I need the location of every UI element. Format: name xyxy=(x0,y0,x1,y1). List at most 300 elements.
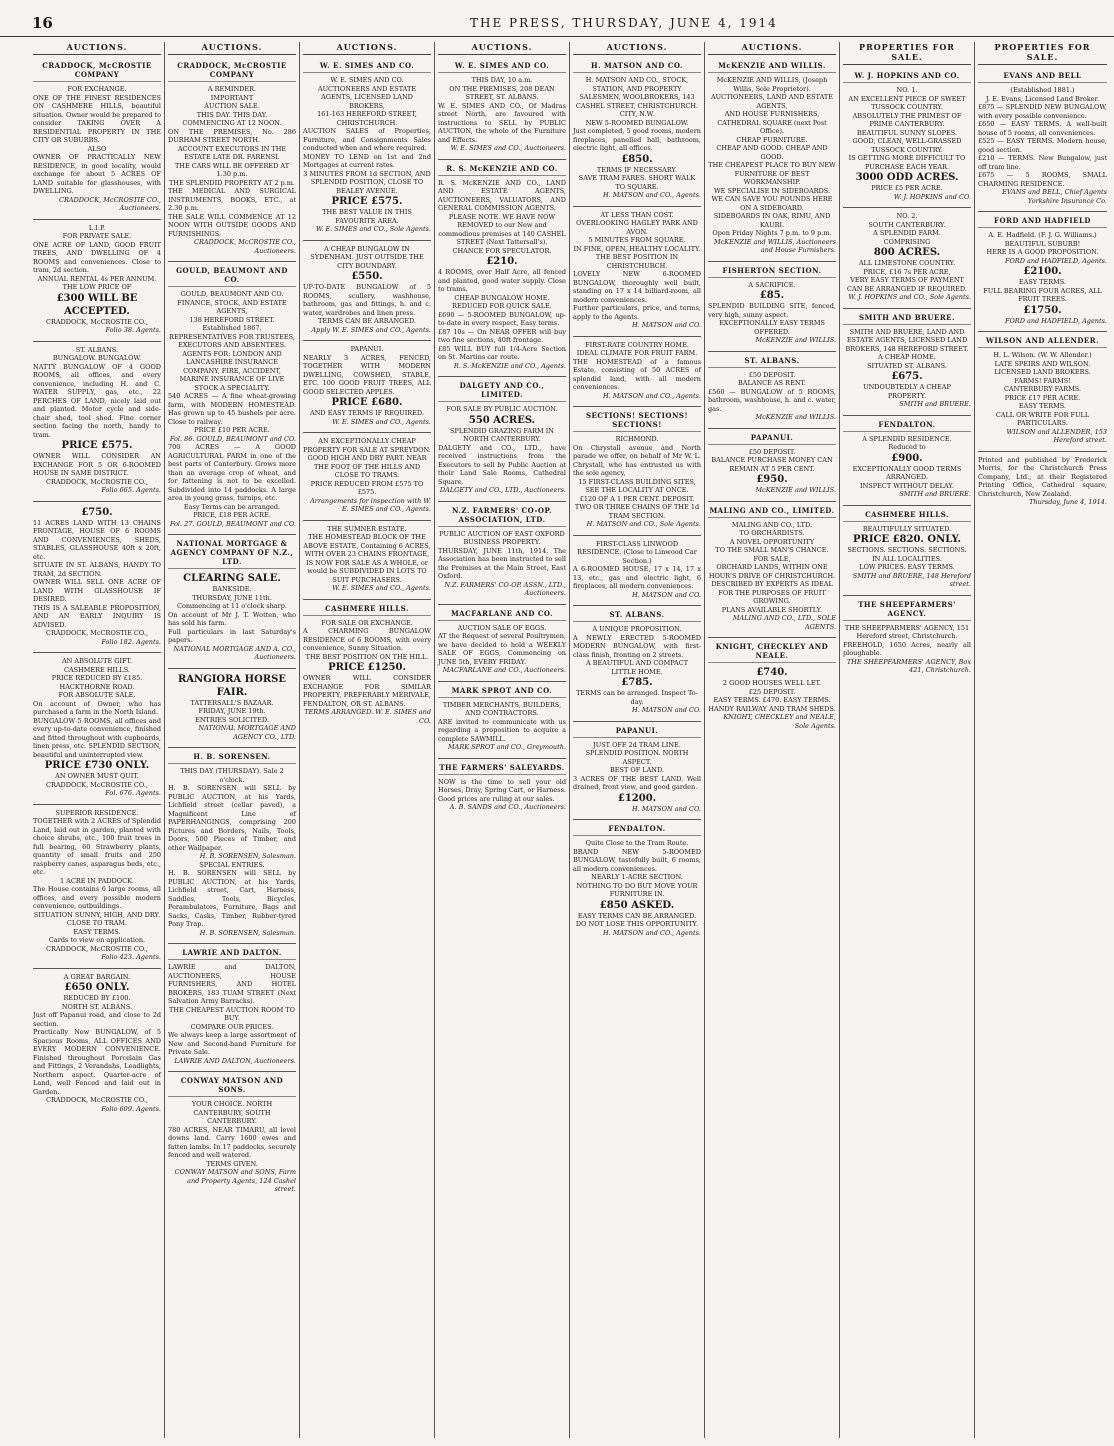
ad-text-line: Established 1867. xyxy=(202,324,262,332)
ad-text-line: £1200. xyxy=(617,792,657,804)
ad-text-line: N.Z. FARMERS' CO-OP. ASSN., LTD., Auctioneers. xyxy=(444,580,566,597)
ad-text-line: AND EASY TERMS IF REQUIRED. xyxy=(310,409,424,417)
advertisement xyxy=(303,433,431,521)
ad-text-line: THE SPLENDID PROPERTY AT 2 p.m. xyxy=(168,178,296,187)
ad-text-line: AN ABSOLUTE GIFT. xyxy=(61,657,132,665)
ad-text-line: 161-163 HEREFORD STREET, xyxy=(317,110,417,118)
advertisement xyxy=(438,759,566,818)
ad-text-line: THIS DAY. THIS DAY. xyxy=(196,110,268,119)
ad-text-line: DALGETY and CO., LTD., Auctioneers. xyxy=(439,486,566,494)
ad-text-line: THE BEST POSITION IN CHRISTCHURCH. xyxy=(595,253,679,270)
ad-text-line: On account of Mr J. T. Wotten, who has sold his farm. xyxy=(168,610,296,627)
ad-text-line: BEAUTIFUL SUBURB! xyxy=(1004,239,1081,248)
ad-text-line: CRADDOCK, McCROSTIE CO., Auctioneers. xyxy=(194,238,296,255)
ad-text-line: AUCTION SALE OF EGGS. xyxy=(457,623,547,632)
ad-text-line: £785. xyxy=(621,677,653,688)
advertisement xyxy=(708,638,836,736)
ad-text-line: McKENZIE and WILLIS. xyxy=(755,413,836,421)
ad-text-line: PLANS AVAILABLE SHORTLY. xyxy=(721,605,823,614)
advertisement xyxy=(33,805,161,969)
ad-text-line: Further particulars, price, and terms, apply to the Agents. xyxy=(573,304,701,321)
advertisement xyxy=(843,67,971,208)
ad-text-line: PRICE, £16 7s PER ACRE, xyxy=(863,267,951,276)
ad-text-line: CONWAY MATSON and SONS, Farm and Property Agents, 124 Cashel street. xyxy=(174,1168,296,1193)
advertiser-name: KNIGHT, CHECKLEY AND NEALE. xyxy=(708,642,836,663)
column xyxy=(705,42,840,1438)
ad-text-line: The House contains 6 large rooms, all offices, and every possible modern convenience, outbuildings. xyxy=(33,885,161,910)
ad-text-line: £85 WILL BUY full 1/4-Acre Section on St. Martins car route. xyxy=(438,344,566,361)
ad-text-line: COMPRISING xyxy=(883,237,931,246)
ad-text-line: W. E. SIMES and CO., Agents. xyxy=(332,417,431,426)
advertiser-name: MACFARLANE AND CO. xyxy=(438,609,566,621)
ad-text-line: McKENZIE and WILLIS. xyxy=(755,336,836,344)
ad-text-line: NEARLY 3 ACRES, FENCED, TOGETHER WITH MODERN DWELLING, COWSHED, STABLE, ETC. 100 GOOD FRUIT TREES, ALL GOOD SELECTED APPLES. xyxy=(303,353,431,396)
ad-text-line: RICHMOND. xyxy=(615,435,659,443)
ad-text-line: SMITH and BRUERE, 148 Hereford street. xyxy=(852,571,971,588)
ad-text-line: WILSON and ALLENDER, 153 Hereford street. xyxy=(1006,427,1107,444)
advertiser-name: ST. ALBANS. xyxy=(573,610,701,622)
ad-text-line: IMPORTANT xyxy=(210,93,254,102)
column xyxy=(570,42,705,1438)
ad-text-line: SITUATE IN ST. ALBANS, HANDY TO TRAM, 2d SECTION. xyxy=(33,561,161,578)
ad-text-line: 15 FIRST-CLASS BUILDING SITES, xyxy=(578,477,696,486)
ad-text-line: IDEAL CLIMATE FOR FRUIT FARM. xyxy=(576,349,698,357)
ad-text-line: R. S. McKENZIE and CO., Agents. xyxy=(453,361,566,370)
ad-text-line: A CHEAP HOME. xyxy=(878,353,936,361)
ad-text-line: CANTERBURY FARMS. xyxy=(1003,385,1082,393)
ad-text-line: IS GETTING MORE DIFFICULT TO PURCHASE EACH YEAR. xyxy=(848,154,966,171)
ad-text-line: UNDOUBTEDLY A CHEAP PROPERTY. xyxy=(863,383,951,400)
advertisement xyxy=(978,212,1107,332)
ad-text-line: BALANCE AS RENT. xyxy=(738,379,806,387)
ad-text-line: BUNGALOW. BUNGALOW. xyxy=(52,354,142,362)
ad-text-line: McKENZIE AND WILLIS, (Joseph Willis, Sole Proprietor). xyxy=(716,76,828,93)
ad-text-line: TERMS GIVEN. xyxy=(206,1159,258,1168)
ad-text-line: PLEASE NOTE. WE HAVE NOW REMOVED to our New and commodious premises at 140 CASHEL STREET (Next Tattersall's). xyxy=(438,212,566,246)
ad-text-line: Apply W. E. SIMES and CO., Agents. xyxy=(311,325,431,334)
ad-text-line: FOR PRIVATE SALE. xyxy=(62,232,132,240)
ad-text-line: EASY TERMS CAN BE ARRANGED. xyxy=(577,911,697,920)
ad-text-line: A 6-ROOMED HOUSE, 17 x 14, 17 x 13, etc., gas and electric light, 6 fireplaces, all modern conveniences. xyxy=(573,565,701,590)
ad-text-line: DO NOT LOSE THIS OPPORTUNITY. xyxy=(575,920,699,928)
ad-text-line: PRICE, £18 PER ACRE. xyxy=(193,511,271,519)
ad-text-line: H. MATSON and CO. xyxy=(632,706,701,714)
ad-text-line: Easy Terms can be arranged. xyxy=(183,502,281,511)
ad-text-line: CRADDOCK, McCROSTIE CO., xyxy=(46,1096,148,1104)
ad-text-line: H. MATSON and CO. xyxy=(632,321,701,329)
advertiser-name: W. E. SIMES AND CO. xyxy=(303,61,431,73)
ad-text-line: A REMINDER. xyxy=(207,85,257,93)
ad-text-line: 138 HEREFORD STREET. xyxy=(189,315,275,324)
advertiser-name: WILSON AND ALLENDER. xyxy=(978,336,1107,348)
ad-text-line: INSPECT WITHOUT DELAY. xyxy=(860,481,954,490)
advertisement xyxy=(573,536,701,607)
ad-text-line: FOR ABSOLUTE SALE. xyxy=(58,691,136,699)
ad-text-line: NATIONAL MORTGAGE AND AGENCY CO., LTD. xyxy=(198,724,296,741)
ad-text-line: THE SHEEPFARMERS' AGENCY, Box 421, Christchurch. xyxy=(846,657,971,674)
ad-text-line: 800 ACRES. xyxy=(873,247,941,258)
advertiser-name: FENDALTON. xyxy=(843,420,971,432)
ad-text-line: £210. xyxy=(486,256,518,267)
ad-text-line: REDUCED BY £100. xyxy=(63,994,131,1002)
ad-text-line: A CHARMING BUNGALOW RESIDENCE of 6 ROOMS, with every convenience, Sunny Situation. xyxy=(303,627,431,652)
advertiser-name: DALGETY AND CO., LIMITED. xyxy=(438,381,566,402)
advertisement-columns xyxy=(30,42,1114,1438)
ad-text-line: MONEY TO LEND on 1st and 2nd Mortgages at current rates. xyxy=(303,152,431,169)
ad-text-line: LATE SPEIRS AND WILSON. xyxy=(994,359,1091,368)
ad-text-line: £550. xyxy=(351,271,383,282)
ad-text-line: £525 — EASY TERMS. Modern house, good section. xyxy=(978,137,1107,154)
ad-text-line: SEE THE LOCALITY AT ONCE. xyxy=(585,486,689,494)
ad-text-line: ORCHARD LANDS, WITHIN ONE HOUR'S DRIVE OF CHRISTCHURCH. xyxy=(708,563,836,580)
advertiser-name: H. B. SORENSEN. xyxy=(168,752,296,764)
ad-text-line: CALL OR WRITE FOR FULL PARTICULARS. xyxy=(995,410,1090,427)
ad-text-line: A. B. SANDS and CO., Auctioneers. xyxy=(449,803,566,811)
ad-text-line: MALING AND CO., LTD., SOLE AGENTS. xyxy=(732,614,836,631)
advertisement xyxy=(438,160,566,378)
ad-text-line: H. MATSON and CO. xyxy=(632,590,701,599)
ad-text-line: Just off Papanui road, and close to 2d section. xyxy=(33,1011,161,1028)
ad-text-line: GOOD HIGH AND DRY PART. NEAR THE FOOT OF THE HILLS AND CLOSE TO TRAMS. xyxy=(307,454,427,479)
ad-text-line: L.I.P. xyxy=(88,223,106,232)
ad-text-line: PRICE £17 PER ACRE. xyxy=(1004,393,1081,402)
ad-text-line: H. B. SORENSEN will SELL by PUBLIC AUCTION, at his Yards, Lichfield street, Cart, Harness, Saddles, Tools, Bicycles, Perambulators, Furniture, Bags and Sacks, Casks, Timber, Rubber-tyred Pony Trap. xyxy=(168,869,296,928)
advertisement xyxy=(168,1072,296,1200)
ad-text-line: H. MATSON and CO., Agents. xyxy=(603,391,701,400)
ad-text-line: WE CAN SAVE YOU POUNDS HERE ON A SIDEBOARD. xyxy=(711,195,833,212)
ad-text-line: FULL BEARING FOUR ACRES, ALL FRUIT TREES. xyxy=(983,286,1102,303)
advertisement xyxy=(438,682,566,759)
ad-text-line: ON THE PREMISES, 208 DEAN STREET, ST. ALBANS. xyxy=(449,84,555,101)
ad-text-line: A. E. Hadfield. (F. J. G. Williams.) xyxy=(988,231,1097,239)
ad-text-line: ARE invited to communicate with us regarding a proposition to acquire a complete SAWMILL. xyxy=(438,717,566,743)
ad-text-line: H. B. SORENSEN, Salesman. xyxy=(199,852,296,860)
advertisement xyxy=(33,969,161,1120)
ad-text-line: ALL LIMESTONE COUNTRY. xyxy=(858,259,956,267)
ad-text-line: TOGETHER with 2 ACRES of Splendid Land, laid out in garden, planted with choice shrubs, etc., 100 fruit trees in full bearing, 60 Strawberry plants, quantity of small fruits and 250 raspberry canes, asparagus beds, etc., etc. xyxy=(33,817,161,876)
ad-text-line: THIS DAY, 10 a.m. xyxy=(471,76,533,84)
ad-text-line: PRICE £820. ONLY. xyxy=(853,534,961,545)
masthead xyxy=(0,14,1114,37)
ad-text-line: SOUTH CANTERBURY. xyxy=(868,220,946,229)
ad-text-line: SPLENDID GRAZING FARM IN NORTH CANTERBURY. xyxy=(450,426,554,443)
ad-text-line: 540 ACRES — A fine wheat-growing farm, with MODERN HOMESTEAD. Has grown up to 45 bushels per acre. Close to railway. xyxy=(168,392,296,426)
column-heading: AUCTIONS. xyxy=(168,42,296,55)
ad-text-line: LICENSED LAND BROKERS. xyxy=(994,368,1091,376)
ad-text-line: PRICE REDUCED FROM £575 TO £575. xyxy=(310,479,424,496)
ad-text-line: PRICE £575. xyxy=(61,440,133,451)
ad-text-line: Full particulars in last Saturday's papers. xyxy=(168,627,296,644)
ad-text-line: TERMS IF NECESSARY. xyxy=(596,165,678,174)
ad-text-line: SIDEBOARDS IN OAK, RIMU, AND KAURI. xyxy=(713,212,831,229)
ad-text-line: We always keep a large assortment of New and Second-hand Furniture for Private Sale. xyxy=(168,1031,296,1056)
ad-text-line: SITUATION SUNNY, HIGH, AND DRY. xyxy=(33,910,161,919)
ad-text-line: A SPLENDID FARM. xyxy=(873,229,941,237)
advertiser-name: FISHERTON SECTION. xyxy=(708,266,836,278)
ad-text-line: £1750. xyxy=(1023,304,1062,316)
ad-text-line: THE CHEAPEST AUCTION ROOM TO BUY. xyxy=(169,1005,295,1022)
ad-text-line: THIS DAY (THURSDAY). Sale 2 o'clock. xyxy=(180,767,284,784)
advertiser-name: R. S. McKENZIE AND CO. xyxy=(438,164,566,176)
advertisement xyxy=(168,535,296,669)
ad-text-line: OWNER WILL CONSIDER AN EXCHANGE FOR 5 OR 6-ROOMED HOUSE IN SAME DISTRICT. xyxy=(33,452,161,477)
advertisement xyxy=(573,57,701,207)
ad-text-line: AN EXCELLENT PIECE OF SWEET TUSSOCK COUNTRY. xyxy=(848,94,966,111)
advertiser-name: ST. ALBANS. xyxy=(708,356,836,368)
ad-text-line: HANDY RAILWAY AND TRAM SHEDS. xyxy=(708,704,836,713)
ad-text-line: £675. xyxy=(891,371,923,382)
ad-text-line: MACFARLANE and CO., Auctioneers. xyxy=(442,666,566,674)
ad-text-line: Arrangements for inspection with W. E. SIMES and CO., Agents. xyxy=(310,496,431,513)
advertiser-name: N.Z. FARMERS' CO-OP. ASSOCIATION, LTD. xyxy=(438,506,566,527)
ad-text-line: THE HOMESTEAD of a famous Estate, consisting of 50 ACRES of splendid land, with all modern conveniences. xyxy=(573,357,701,391)
ad-text-line: Fol. 27. GOULD, BEAUMONT and CO. xyxy=(169,519,296,528)
ad-text-line: £300 WILL BE ACCEPTED. xyxy=(56,292,138,317)
ad-text-line: £50 DEPOSIT. xyxy=(748,370,796,379)
ad-text-line: PAPANUI. xyxy=(350,345,384,353)
ad-text-line: THE CHEAPEST PLACE TO BUY NEW FURNITURE OF BEST WORKMANSHIP. xyxy=(708,161,836,186)
ad-text-line: ONE ACRE OF LAND, GOOD FRUIT TREES, AND DWELLING OF 4 ROOMS and conveniences. Close to tram, 2d section. xyxy=(33,240,161,274)
ad-text-line: BALANCE PURCHASE MONEY CAN REMAIN AT 5 PER CENT. xyxy=(711,456,833,473)
ad-text-line: W. J. HOPKINS and CO., Sole Agents. xyxy=(848,293,971,301)
ad-text-line: OVERLOOKING HAGLEY PARK AND AVON. xyxy=(576,219,698,236)
ad-text-line: IN FINE, OPEN, HEALTHY LOCALITY. xyxy=(573,244,701,253)
ad-text-line: ST. ALBANS. xyxy=(75,345,119,354)
ad-text-line: CITY, N.W. xyxy=(619,110,655,118)
ad-text-line: Commencing at 11 o'clock sharp. xyxy=(177,602,287,610)
ad-text-line: REPRESENTATIVES FOR TRUSTEES, EXECUTORS AND ABSENTEES. xyxy=(169,332,295,349)
ad-text-line: EASY TERMS. £470. EASY TERMS. xyxy=(713,696,831,704)
ad-text-line: W. E. SIMES and CO., Auctioneers. xyxy=(450,144,566,152)
ad-text-line: THE MEDICAL AND SURGICAL INSTRUMENTS, BOOKS, ETC., at 2.30 p.m. xyxy=(168,187,296,212)
ad-text-line: A CHEAP BUNGALOW IN SYDENHAM. JUST OUTSIDE THE CITY BOUNDARY. xyxy=(310,244,424,270)
advertisement xyxy=(438,57,566,160)
advertiser-name: SECTIONS! SECTIONS! SECTIONS! xyxy=(573,411,701,432)
ad-text-line: ABSOLUTELY THE PRIMEST OF PRIME CANTERBURY. xyxy=(852,111,962,128)
ad-text-line: NATIONAL MORTGAGE AND A. CO., Auctioneers. xyxy=(173,644,296,661)
ad-text-line: PRICE £5 PER ACRE. xyxy=(871,184,943,192)
advertisement xyxy=(708,429,836,502)
ad-text-line: EXCEPTIONALLY GOOD TERMS ARRANGED. xyxy=(852,464,962,481)
advertiser-name: CRADDOCK, McCROSTIE COMPANY xyxy=(168,61,296,82)
ad-text-line: AUCTIONEERS AND ESTATE AGENTS, LICENSED LAND BROKERS, xyxy=(317,84,417,110)
ad-text-line: 11 ACRES LAND WITH 13 CHAINS FRONTAGE, HOUSE OF 6 ROOMS AND CONVENIENCES, SHEDS, STABLES, GLASSHOUSE 40ft x 20ft, etc. xyxy=(33,518,161,561)
advertiser-name: McKENZIE AND WILLIS. xyxy=(708,61,836,73)
ad-text-line: A GREAT BARGAIN. xyxy=(63,972,131,981)
advertisement xyxy=(573,207,701,337)
column xyxy=(300,42,435,1438)
advertisement xyxy=(708,262,836,352)
advertiser-name: W. E. SIMES AND CO. xyxy=(438,61,566,73)
ad-text-line: TO THE SMALL MAN'S CHANCE. xyxy=(715,546,829,554)
ad-text-line: THE BEST POSITION ON THE HILL. xyxy=(305,652,429,661)
ad-text-line: TERMS ARRANGED. W. E. SIMES and CO. xyxy=(304,708,431,725)
advertiser-name: FORD AND HADFIELD xyxy=(978,216,1107,228)
ad-text-line: EXCEPTIONALLY EASY TERMS OFFERED. xyxy=(719,319,825,336)
advertiser-name: MALING AND CO., LIMITED. xyxy=(708,506,836,518)
ad-text-line: H. MATSON AND CO., STOCK, STATION, AND PROPERTY SALESMEN, WOOLBROKERS, 143 CASHEL STREET, CHRISTCHURCH. xyxy=(575,76,699,110)
ad-text-line: DALGETY and CO., LTD., have received instructions from the Executors to sell by Public Auction at their Land Sale Rooms, Cathedral Square. xyxy=(438,443,566,486)
ad-text-line: W. E. SIMES and CO., Agents. xyxy=(332,584,431,592)
ad-text-line: Folio 182. Agents. xyxy=(101,637,161,646)
ad-text-line: DESCRIBED BY EXPERTS AS IDEAL FOR THE PURPOSES OF FRUIT GROWING. xyxy=(711,580,833,605)
ad-text-line: TO ORCHARDISTS. xyxy=(739,529,805,537)
ad-text-line: (Established 1881.) xyxy=(1010,86,1075,94)
advertisement xyxy=(708,57,836,262)
newspaper-title: THE PRESS, THURSDAY, JUNE 4, 1914 xyxy=(470,16,778,30)
advertisement xyxy=(573,407,701,536)
ad-text-line: £750. xyxy=(81,506,113,518)
ad-text-line: MARK SPROT and CO., Greymouth. xyxy=(448,743,566,751)
ad-text-line: J. E. Evans, Licensed Land Broker. xyxy=(985,94,1100,103)
ad-text-line: £25 DEPOSIT. xyxy=(748,687,796,696)
ad-text-line: THE SUMNER ESTATE. xyxy=(327,524,407,533)
ad-text-line: Reduced to xyxy=(888,443,926,451)
ad-text-line: BRAND NEW 5-ROOMED BUNGALOW, tastefully built, 6 rooms, all modern conveniences. xyxy=(573,847,701,873)
ad-text-line: W. E. SIMES and CO., Sole Agents. xyxy=(315,225,431,233)
ad-text-line: IS NOW FOR SALE AS A WHOLE, or would be SUBDIVIDED IN LOTS TO SUIT PURCHASERS. xyxy=(306,558,428,584)
ad-text-line: GOULD, BEAUMONT AND CO. xyxy=(180,290,284,298)
advertisement xyxy=(843,506,971,596)
ad-text-line: CHRISTCHURCH. xyxy=(336,118,398,127)
ad-text-line: NATTY BUNGALOW OF 4 GOOD ROOMS, all offices, and every convenience, including H. and C. WATER SUPPLY, gas, etc., 22 PERCHES OF LAND, nicely laid out and planted. Motor cycle and side-chair shed, tool shed. Fine corner section facing the north, handy to tram. xyxy=(33,362,161,439)
advertiser-name: CASHMERE HILLS. xyxy=(843,510,971,522)
advertiser-name: THE FARMERS' SALEYARDS. xyxy=(438,763,566,775)
advertisement xyxy=(978,452,1107,513)
ad-text-line: FARMS! FARMS! xyxy=(1014,376,1071,385)
ad-text-line: H. MATSON and CO. xyxy=(632,804,701,813)
advertisement xyxy=(303,600,431,732)
ad-text-line: HACKTHORNE ROAD. xyxy=(59,682,135,691)
ad-text-line: BUNGALOW 5 ROOMS, all offices and every up-to-date convenience, finished and fitted throughout with cupboards, linen press, etc. SPLENDID SECTION, beautiful and uninterrupted view. xyxy=(33,716,161,759)
ad-text-line: THE SHEEPFARMERS' AGENCY, 151 Hereford street, Christchurch. xyxy=(844,623,970,640)
ad-text-line: H. MATSON and CO., Sole Agents. xyxy=(586,520,701,528)
ad-text-line: HERE IS A GOOD PROPOSITION. xyxy=(986,248,1099,256)
ad-text-line: SPECIAL ENTRIES. xyxy=(199,860,265,869)
advertisement xyxy=(303,341,431,433)
column-heading: PROPERTIES FOR SALE. xyxy=(978,42,1107,65)
ad-text-line: ACCOUNT EXECUTORS IN THE ESTATE LATE DR. FARENSI. xyxy=(177,144,287,161)
ad-text-line: COMMENCING AT 12 NOON. xyxy=(182,119,282,127)
column xyxy=(840,42,975,1438)
ad-text-line: AN OWNER MUST QUIT. xyxy=(55,772,139,780)
ad-text-line: SPLENDID POSITION. NORTH ASPECT. xyxy=(585,749,689,766)
ad-text-line: H. L. Wilson. (W. W. Allender.) xyxy=(993,351,1092,359)
ad-text-line: EVANS and BELL, Chief Agents Yorkshire Insurance Co. xyxy=(1002,188,1107,205)
advertisement xyxy=(438,377,566,502)
advertiser-name: LAWRIE AND DALTON. xyxy=(168,948,296,960)
ad-text-line: CHEAP AND GOOD. CHEAP AND GOOD. xyxy=(716,144,828,161)
ad-text-line: THE SALE WILL COMMENCE AT 12 NOON WITH OUTSIDE GOODS AND FURNISHINGS. xyxy=(168,212,296,238)
ad-text-line: £87 10s — On NEAR OFFER will buy two fine sections, 40ft frontage. xyxy=(438,327,566,344)
ad-text-line: PRICE £680. xyxy=(331,397,403,408)
advertisement xyxy=(438,502,566,605)
ad-text-line: FIRST-RATE COUNTRY HOME. xyxy=(585,340,689,349)
ad-text-line: AUCTION SALE. xyxy=(204,102,260,110)
ad-text-line: Printed and published by Frederick Morris, for the Christchurch Press Company, Ltd., at their Registered Printing Office, Cathedral square, Christchurch, New Zealand. xyxy=(978,455,1107,498)
ad-text-line: Just completed, 5 good rooms, modern fireplaces, panelled hall, bathroom, electric light, all offices. xyxy=(573,127,701,152)
ad-text-line: 3 MINUTES FROM 1d SECTION, AND SPLENDID POSITION, CLOSE TO BEALEY AVENUE. xyxy=(303,169,431,195)
ad-text-line: GOOD, CLEAN, WELL-GRASSED TUSSOCK COUNTRY. xyxy=(852,137,962,154)
advertiser-name: CONWAY MATSON AND SONS. xyxy=(168,1076,296,1097)
ad-text-line: £850. xyxy=(621,153,653,165)
ad-text-line: CHANCE FOR SPECULATOR. xyxy=(452,246,552,255)
ad-text-line: £850 ASKED. xyxy=(599,899,675,911)
ad-text-line: Folio 38. Agents. xyxy=(105,326,161,334)
ad-text-line: Cards to view on application. xyxy=(48,936,146,944)
advertiser-name: SMITH AND BRUERE. xyxy=(843,313,971,325)
ad-text-line: SMITH AND BRUERE, LAND AND ESTATE AGENTS, LICENSED LAND BROKERS, 148 HEREFORD STREET. xyxy=(845,327,969,353)
ad-text-line: £690 — 5-ROOMED BUNGALOW, up-to-date in every respect, Easy terms. xyxy=(438,310,566,327)
ad-text-line: PRICE REDUCED BY £185. xyxy=(51,674,143,682)
ad-text-line: SPLENDID BUILDING SITE, fenced, very high, sunny aspect. xyxy=(708,302,836,319)
ad-text-line: 780 ACRES, NEAR TIMARU, all level downs land. Carry 1600 ewes and fatten lambs. In 17 paddocks, securely fenced and well watered. xyxy=(168,1125,296,1159)
ad-text-line: A UNIQUE PROPOSITION. xyxy=(592,625,682,633)
ad-text-line: THE LOW PRICE OF xyxy=(62,283,132,291)
advertisement xyxy=(843,309,971,416)
ad-text-line: H. B. SORENSEN will SELL by PUBLIC AUCTION, at his Yards, Lichfield street (cellar paved), a Magnificent Line of PAPERHANGINGS, comprising 200 Pictures and Borders, Nails, Tools, Doors, 500 Pieces of Timber, and other Wallpaper. xyxy=(168,784,296,852)
advertiser-name: MARK SPROT AND CO. xyxy=(438,686,566,698)
ad-text-line: SECTIONS. SECTIONS. SECTIONS. xyxy=(847,546,967,554)
advertisement xyxy=(33,220,161,342)
ad-text-line: CLOSE TO TRAM. xyxy=(66,919,128,927)
advertisement xyxy=(708,502,836,639)
advertisement xyxy=(843,416,971,506)
ad-text-line: THE BEST VALUE IN THIS FAVOURITE AREA. xyxy=(322,208,412,225)
ad-text-line: ENTRIES SOLICITED. xyxy=(195,715,269,724)
ad-text-line: Practically New BUNGALOW, of 5 Spacious Rooms, ALL OFFICES AND EVERY MODERN CONVENIENCE. Finished throughout Porcelain Gas and Fittings, 2 Verandahs, Leadlights, Northern aspect. Quarter-acre of Land, well Fenced and laid out in Garden. xyxy=(33,1028,161,1096)
ad-text-line: BANKSIDE. xyxy=(212,585,252,593)
ad-text-line: £875 — SPLENDID NEW BUNGALOW, with every possible convenience. xyxy=(978,103,1107,120)
ad-text-line: TIMBER MERCHANTS, BUILDERS, AND CONTRACTORS. xyxy=(442,700,562,717)
column-heading: AUCTIONS. xyxy=(438,42,566,55)
column-heading: AUCTIONS. xyxy=(33,42,161,55)
ad-text-line: MALING AND CO., LTD. xyxy=(731,520,813,529)
column-heading: PROPERTIES FOR SALE. xyxy=(843,42,971,65)
ad-text-line: CHEAP BUNGALOW HOME. REDUCED FOR QUICK SALE. xyxy=(452,293,552,310)
ad-text-line: FREEHOLD, 1650 Acres, nearly all ploughable. xyxy=(843,640,971,657)
ad-text-line: 550 ACRES. xyxy=(468,414,536,426)
ad-text-line: £740. xyxy=(756,667,788,678)
ad-text-line: £50 DEPOSIT. xyxy=(748,447,796,456)
advertiser-name: EVANS AND BELL xyxy=(978,71,1107,83)
advertisement xyxy=(33,57,161,220)
ad-text-line: TERMS CAN BE ARRANGED. xyxy=(317,317,416,325)
advertiser-name: CRADDOCK, McCROSTIE COMPANY xyxy=(33,61,161,82)
ad-text-line: CATHEDRAL SQUARE (next Post Office). xyxy=(717,118,827,135)
ad-text-line: AUCTIONEERS, LAND AND ESTATE AGENTS, xyxy=(710,93,834,110)
ad-text-line: £120 OF A 1 PER CENT. DEPOSIT. xyxy=(579,494,695,503)
ad-text-line: BEAUTIFUL SUNNY SLOPES. xyxy=(856,128,958,137)
ad-text-line: NEARLY 1-ACRE SECTION. xyxy=(591,873,683,881)
advertisement xyxy=(168,262,296,535)
ad-text-line: 1 ACRE IN PADDOCK. xyxy=(59,876,134,885)
ad-text-line: TATTERSALL'S BAZAAR. xyxy=(190,698,274,707)
ad-text-line: H. MATSON and CO., Agents. xyxy=(603,191,701,199)
ad-text-line: CRADDOCK, McCROSTIE CO., xyxy=(46,944,148,953)
ad-text-line: £900. xyxy=(891,452,923,464)
ad-text-line: £950. xyxy=(756,474,788,485)
ad-text-line: COMPARE OUR PRICES. xyxy=(190,1022,274,1031)
advertiser-name: PAPANUI. xyxy=(708,433,836,445)
column-heading: AUCTIONS. xyxy=(303,42,431,55)
ad-text-line: ALSO xyxy=(87,144,107,153)
ad-text-line: FOR SALE, xyxy=(753,554,791,563)
ad-text-line: THIS IS A SALEABLE PROPOSITION, AND AN EARLY INQUIRY IS ADVISED. xyxy=(33,603,161,629)
ad-text-line: £675 — 5 ROOMS, SMALL CHARMING RESIDENCE. xyxy=(978,171,1107,188)
ad-text-line: BEST OF LAND. xyxy=(609,766,665,774)
advertisement xyxy=(168,669,296,749)
